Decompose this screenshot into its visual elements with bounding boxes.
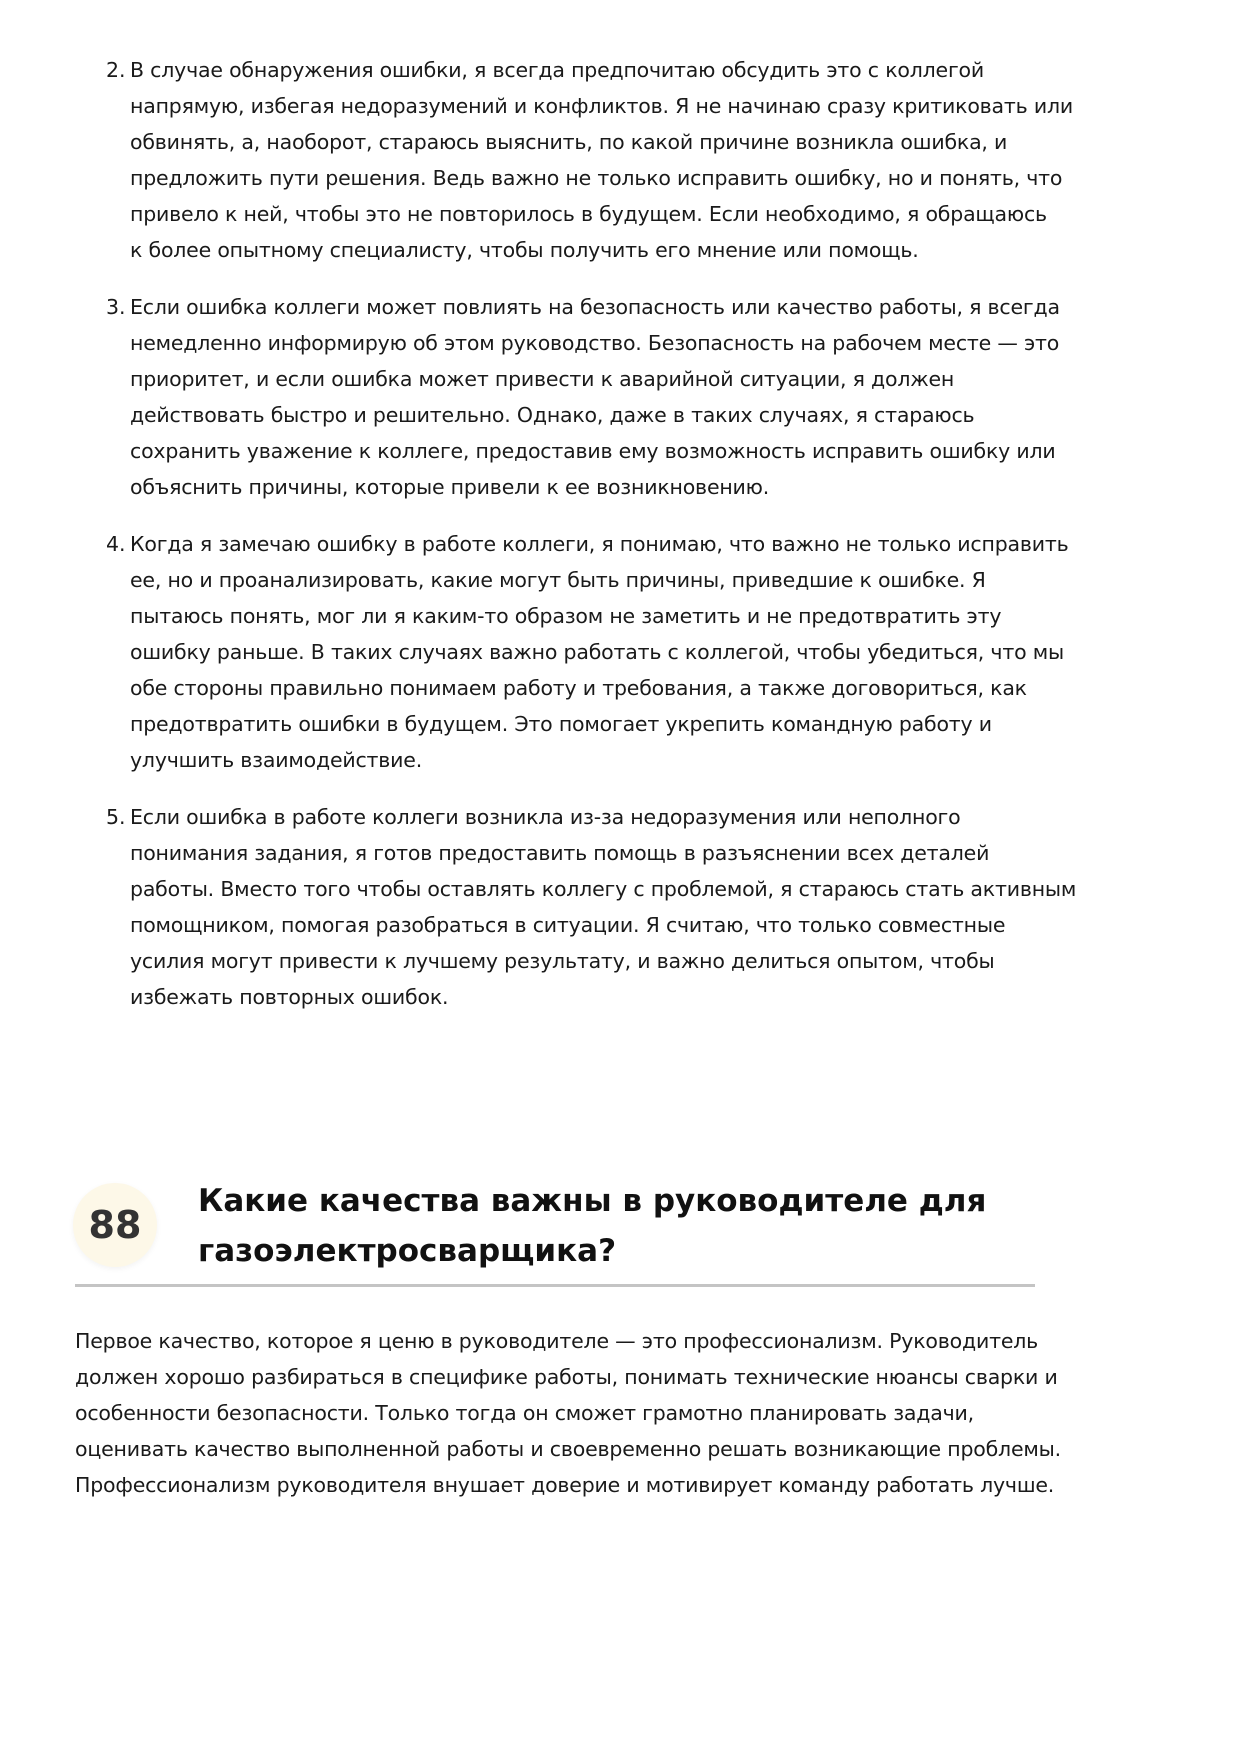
heading-line: Какие качества важны в руководителе для: [198, 1183, 987, 1219]
list-item-text-line: немедленно информирую об этом руководство. Безопасность на рабочем месте — это: [130, 331, 1060, 355]
paragraph-line: оценивать качество выполненной работы и своевременно решать возникающие проблемы.: [75, 1437, 1061, 1461]
list-item-text-line: работы. Вместо того чтобы оставлять коллегу с проблемой, я стараюсь стать активным: [130, 877, 1077, 901]
list-item-text-line: предотвратить ошибки в будущем. Это помогает укрепить командную работу и: [130, 712, 992, 736]
list-item: [0, 799, 1239, 1015]
list-item-text-line: пытаюсь понять, мог ли я каким-то образом не заметить и не предотвратить эту: [130, 604, 1002, 628]
list-item-number: 3.: [106, 295, 126, 319]
list-item-text-line: ошибку раньше. В таких случаях важно работать с коллегой, чтобы убедиться, что мы: [130, 640, 1064, 664]
list-item-text-line: ее, но и проанализировать, какие могут быть причины, приведшие к ошибке. Я: [130, 568, 986, 592]
question-heading: [198, 1176, 986, 1276]
list-item-text-line: предложить пути решения. Ведь важно не только исправить ошибку, но и понять, что: [130, 166, 1063, 190]
list-item-text-line: избежать повторных ошибок.: [130, 985, 449, 1009]
answer-paragraph: [75, 1323, 1061, 1503]
list-item-number: 2.: [106, 58, 126, 82]
paragraph-line: должен хорошо разбираться в специфике работы, понимать технические нюансы сварки и: [75, 1365, 1058, 1389]
list-item-text-line: привело к ней, чтобы это не повторилось в будущем. Если необходимо, я обращаюсь: [130, 202, 1047, 226]
heading-divider: [75, 1284, 1035, 1287]
paragraph-line: Первое качество, которое я ценю в руководителе — это профессионализм. Руководитель: [75, 1329, 1039, 1353]
list-item-text-line: В случае обнаружения ошибки, я всегда предпочитаю обсудить это с коллегой: [130, 58, 984, 82]
list-item-text-line: обе стороны правильно понимаем работу и требования, а также договориться, как: [130, 676, 1027, 700]
question-number-badge: [73, 1183, 157, 1267]
list-item-number: 4.: [106, 532, 126, 556]
list-item: [0, 52, 1239, 268]
list-item-text-line: напрямую, избегая недоразумений и конфликтов. Я не начинаю сразу критиковать или: [130, 94, 1074, 118]
list-item-text-line: понимания задания, я готов предоставить помощь в разъяснении всех деталей: [130, 841, 990, 865]
list-item-text-line: действовать быстро и решительно. Однако, даже в таких случаях, я стараюсь: [130, 403, 975, 427]
list-item: [0, 289, 1239, 505]
list-item-text-line: усилия могут привести к лучшему результату, и важно делиться опытом, чтобы: [130, 949, 995, 973]
list-item-number: 5.: [106, 805, 126, 829]
heading-line: газоэлектросварщика?: [198, 1233, 617, 1269]
list-item-text-line: приоритет, и если ошибка может привести к аварийной ситуации, я должен: [130, 367, 955, 391]
list-item-text-line: объяснить причины, которые привели к ее возникновению.: [130, 475, 770, 499]
list-item-text-line: Если ошибка коллеги может повлиять на безопасность или качество работы, я всегда: [130, 295, 1060, 319]
list-item-text-line: Когда я замечаю ошибку в работе коллеги, я понимаю, что важно не только исправить: [130, 532, 1069, 556]
list-item-text-line: к более опытному специалисту, чтобы получить его мнение или помощь.: [130, 238, 919, 262]
question-number: 88: [88, 1203, 142, 1247]
list-item-text-line: Если ошибка в работе коллеги возникла из-за недоразумения или неполного: [130, 805, 961, 829]
list-item-text-line: обвинять, а, наоборот, стараюсь выяснить, по какой причине возникла ошибка, и: [130, 130, 1008, 154]
list-item-text-line: помощником, помогая разобраться в ситуации. Я считаю, что только совместные: [130, 913, 1006, 937]
paragraph-line: особенности безопасности. Только тогда он сможет грамотно планировать задачи,: [75, 1401, 974, 1425]
answer-list: [0, 52, 1239, 1036]
list-item-text-line: сохранить уважение к коллеге, предоставив ему возможность исправить ошибку или: [130, 439, 1056, 463]
list-item-text-line: улучшить взаимодействие.: [130, 748, 423, 772]
list-item: [0, 526, 1239, 778]
paragraph-line: Профессионализм руководителя внушает доверие и мотивирует команду работать лучше.: [75, 1473, 1055, 1497]
